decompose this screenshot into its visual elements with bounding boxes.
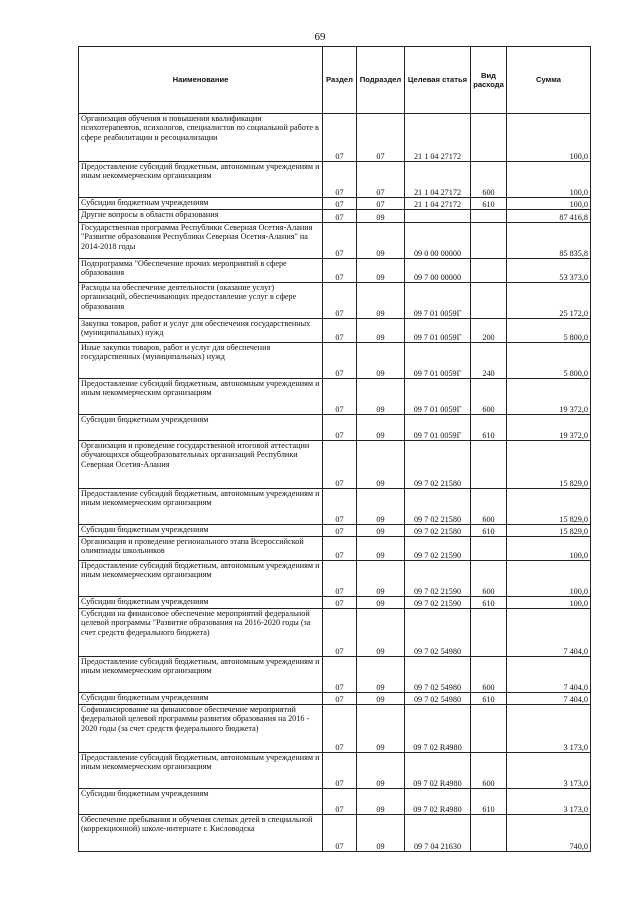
row-target: 09 7 02 R4980: [405, 789, 471, 815]
row-target: 09 7 02 21590: [405, 597, 471, 609]
row-expense-type: [471, 609, 507, 657]
row-name: Субсидии бюджетным учреждениям: [79, 415, 323, 441]
row-target: 09 7 01 0059Г: [405, 343, 471, 379]
row-amount: 87 416,8: [507, 210, 591, 223]
table-header-row: [79, 47, 591, 114]
row-subsection: 09: [357, 609, 405, 657]
row-target: 09 7 02 R4980: [405, 753, 471, 789]
table-row: [79, 789, 591, 815]
table-row: [79, 815, 591, 852]
row-section: 07: [323, 657, 357, 693]
table-row: [79, 283, 591, 319]
row-subsection: 09: [357, 789, 405, 815]
row-amount: 740,0: [507, 815, 591, 852]
row-expense-type: [471, 210, 507, 223]
row-subsection: 09: [357, 223, 405, 259]
row-target: 21 1 04 27172: [405, 162, 471, 198]
row-name: Софинансирование на финансовое обеспечение мероприятий федеральной целевой программы развития образования на 2016 - 2020 годы (за счет средств федерального бюджета): [79, 705, 323, 753]
row-name: Закупка товаров, работ и услуг для обеспечения государственных (муниципальных) нужд: [79, 319, 323, 343]
row-target: 09 7 02 21580: [405, 489, 471, 525]
row-expense-type: 600: [471, 657, 507, 693]
row-subsection: 09: [357, 815, 405, 852]
row-section: 07: [323, 705, 357, 753]
row-subsection: 09: [357, 343, 405, 379]
row-amount: 3 173,0: [507, 753, 591, 789]
row-expense-type: [471, 283, 507, 319]
row-amount: 100,0: [507, 114, 591, 162]
row-expense-type: 610: [471, 597, 507, 609]
row-expense-type: [471, 223, 507, 259]
table-row: [79, 489, 591, 525]
table-row: [79, 415, 591, 441]
row-name: Предоставление субсидий бюджетным, автономным учреждениям и иным некоммерческим организациям: [79, 561, 323, 597]
row-subsection: 09: [357, 753, 405, 789]
table-row: [79, 597, 591, 609]
row-name: Субсидии на финансовое обеспечение мероприятий федеральной целевой программы "Развитие образования на 2016-2020 годы (за счет средств федерального бюджета): [79, 609, 323, 657]
row-name: Организация и проведение государственной итоговой аттестации обучающихся общеобразовательных организаций Республики Северная Осетия-Алания: [79, 441, 323, 489]
table-row: [79, 705, 591, 753]
table-row: [79, 693, 591, 705]
row-section: 07: [323, 441, 357, 489]
row-amount: 5 800,0: [507, 343, 591, 379]
row-amount: 3 173,0: [507, 705, 591, 753]
row-section: 07: [323, 283, 357, 319]
page-number: 69: [314, 31, 326, 43]
row-name: Субсидии бюджетным учреждениям: [79, 597, 323, 609]
row-amount: 100,0: [507, 162, 591, 198]
row-expense-type: [471, 114, 507, 162]
row-name: Предоставление субсидий бюджетным, автономным учреждениям и иным некоммерческим организациям: [79, 657, 323, 693]
row-target: 09 7 02 R4980: [405, 705, 471, 753]
row-amount: 5 800,0: [507, 319, 591, 343]
row-name: Субсидии бюджетным учреждениям: [79, 789, 323, 815]
row-expense-type: 610: [471, 525, 507, 537]
row-subsection: 09: [357, 259, 405, 283]
row-expense-type: 600: [471, 489, 507, 525]
row-amount: 85 835,8: [507, 223, 591, 259]
row-expense-type: 600: [471, 753, 507, 789]
row-name: Субсидии бюджетным учреждениям: [79, 525, 323, 537]
row-section: 07: [323, 597, 357, 609]
row-name: Расходы на обеспечение деятельности (оказание услуг) организаций, обеспечивающих предоставление услуг в сфере образования: [79, 283, 323, 319]
row-subsection: 09: [357, 489, 405, 525]
row-expense-type: 240: [471, 343, 507, 379]
header-target: Целевая статья: [405, 47, 471, 114]
row-section: 07: [323, 815, 357, 852]
table-row: [79, 114, 591, 162]
table-row: [79, 198, 591, 210]
row-subsection: 09: [357, 561, 405, 597]
row-expense-type: 200: [471, 319, 507, 343]
row-section: 07: [323, 693, 357, 705]
row-subsection: 09: [357, 705, 405, 753]
row-target: 09 7 02 54980: [405, 657, 471, 693]
row-target: 09 7 01 0059Г: [405, 319, 471, 343]
row-section: 07: [323, 343, 357, 379]
row-section: 07: [323, 114, 357, 162]
header-name: Наименование: [79, 47, 323, 114]
row-subsection: 09: [357, 283, 405, 319]
row-name: Предоставление субсидий бюджетным, автономным учреждениям и иным некоммерческим организациям: [79, 162, 323, 198]
row-section: 07: [323, 753, 357, 789]
row-subsection: 09: [357, 597, 405, 609]
row-section: 07: [323, 561, 357, 597]
row-section: 07: [323, 259, 357, 283]
row-expense-type: 610: [471, 789, 507, 815]
row-subsection: 09: [357, 657, 405, 693]
row-target: 09 7 02 21590: [405, 537, 471, 561]
header-amount: Сумма: [507, 47, 591, 114]
row-amount: 100,0: [507, 537, 591, 561]
row-expense-type: 600: [471, 162, 507, 198]
row-subsection: 09: [357, 319, 405, 343]
table-row: [79, 525, 591, 537]
row-subsection: 07: [357, 162, 405, 198]
row-name: Иные закупки товаров, работ и услуг для обеспечения государственных (муниципальных) нужд: [79, 343, 323, 379]
row-expense-type: 610: [471, 693, 507, 705]
table-row: [79, 609, 591, 657]
row-name: Субсидии бюджетным учреждениям: [79, 198, 323, 210]
row-name: Предоставление субсидий бюджетным, автономным учреждениям и иным некоммерческим организациям: [79, 753, 323, 789]
table-row: [79, 657, 591, 693]
row-expense-type: 600: [471, 561, 507, 597]
row-name: Предоставление субсидий бюджетным, автономным учреждениям и иным некоммерческим организациям: [79, 379, 323, 415]
row-name: Предоставление субсидий бюджетным, автономным учреждениям и иным некоммерческим организациям: [79, 489, 323, 525]
row-amount: 19 372,0: [507, 415, 591, 441]
row-subsection: 09: [357, 415, 405, 441]
table-row: [79, 561, 591, 597]
table-row: [79, 753, 591, 789]
row-amount: 7 404,0: [507, 693, 591, 705]
row-name: Обеспечение пребывания и обучения слепых детей в специальной (коррекционной) школе-интернате г. Кисловодска: [79, 815, 323, 852]
header-subsection: Подраздел: [357, 47, 405, 114]
table-row: [79, 537, 591, 561]
table-row: [79, 343, 591, 379]
row-expense-type: 610: [471, 198, 507, 210]
row-amount: 15 829,0: [507, 525, 591, 537]
row-subsection: 09: [357, 693, 405, 705]
row-subsection: 09: [357, 210, 405, 223]
header-section: Раздел: [323, 47, 357, 114]
row-section: 07: [323, 489, 357, 525]
row-target: 09 7 01 0059Г: [405, 379, 471, 415]
row-amount: 100,0: [507, 597, 591, 609]
row-section: 07: [323, 223, 357, 259]
row-section: 07: [323, 198, 357, 210]
row-name: Организация и проведение регионального этапа Всероссийской олимпиады школьников: [79, 537, 323, 561]
row-section: 07: [323, 210, 357, 223]
row-target: 09 7 00 00000: [405, 259, 471, 283]
row-target: 09 7 04 21630: [405, 815, 471, 852]
row-name: Подпрограмма "Обеспечение прочих мероприятий в сфере образования: [79, 259, 323, 283]
row-subsection: 09: [357, 525, 405, 537]
row-expense-type: 600: [471, 379, 507, 415]
row-target: 09 7 01 0059Г: [405, 415, 471, 441]
row-name: Организация обучения и повышения квалификации психотерапевтов, психологов, специалистов по социальной работе в сфере реабилитации и ресоциализации: [79, 114, 323, 162]
row-section: 07: [323, 537, 357, 561]
row-subsection: 09: [357, 537, 405, 561]
row-amount: 7 404,0: [507, 609, 591, 657]
row-target: 09 0 00 00000: [405, 223, 471, 259]
row-expense-type: [471, 815, 507, 852]
table-row: [79, 162, 591, 198]
table-row: [79, 210, 591, 223]
row-name: Субсидии бюджетным учреждениям: [79, 693, 323, 705]
table-row: [79, 223, 591, 259]
table-row: [79, 259, 591, 283]
table-row: [79, 319, 591, 343]
row-target: 09 7 02 21580: [405, 525, 471, 537]
row-target: 09 7 02 21580: [405, 441, 471, 489]
table-row: [79, 379, 591, 415]
row-section: 07: [323, 379, 357, 415]
row-amount: 100,0: [507, 561, 591, 597]
row-section: 07: [323, 789, 357, 815]
row-name: Другие вопросы в области образования: [79, 210, 323, 223]
row-subsection: 09: [357, 379, 405, 415]
row-expense-type: [471, 705, 507, 753]
row-expense-type: [471, 537, 507, 561]
row-section: 07: [323, 319, 357, 343]
row-amount: 15 829,0: [507, 489, 591, 525]
row-expense-type: [471, 441, 507, 489]
row-section: 07: [323, 609, 357, 657]
row-subsection: 07: [357, 114, 405, 162]
row-amount: 53 373,0: [507, 259, 591, 283]
row-expense-type: [471, 259, 507, 283]
row-target: 21 1 04 27172: [405, 114, 471, 162]
row-target: 09 7 02 54980: [405, 609, 471, 657]
row-section: 07: [323, 415, 357, 441]
row-amount: 7 404,0: [507, 657, 591, 693]
table-row: [79, 441, 591, 489]
row-target: 09 7 02 21590: [405, 561, 471, 597]
row-name: Государственная программа Республики Северная Осетия-Алания "Развитие образования Республики Северная Осетия-Алания" на 2014-2018 годы: [79, 223, 323, 259]
row-target: 21 1 04 27172: [405, 198, 471, 210]
row-amount: 15 829,0: [507, 441, 591, 489]
budget-table: [78, 46, 591, 852]
row-expense-type: 610: [471, 415, 507, 441]
row-subsection: 07: [357, 198, 405, 210]
row-amount: 25 172,0: [507, 283, 591, 319]
row-amount: 19 372,0: [507, 379, 591, 415]
header-expense-type: Вид расхода: [471, 47, 507, 114]
row-amount: 3 173,0: [507, 789, 591, 815]
row-target: 09 7 01 0059Г: [405, 283, 471, 319]
row-amount: 100,0: [507, 198, 591, 210]
row-subsection: 09: [357, 441, 405, 489]
row-target: 09 7 02 54980: [405, 693, 471, 705]
row-target: [405, 210, 471, 223]
row-section: 07: [323, 525, 357, 537]
row-section: 07: [323, 162, 357, 198]
